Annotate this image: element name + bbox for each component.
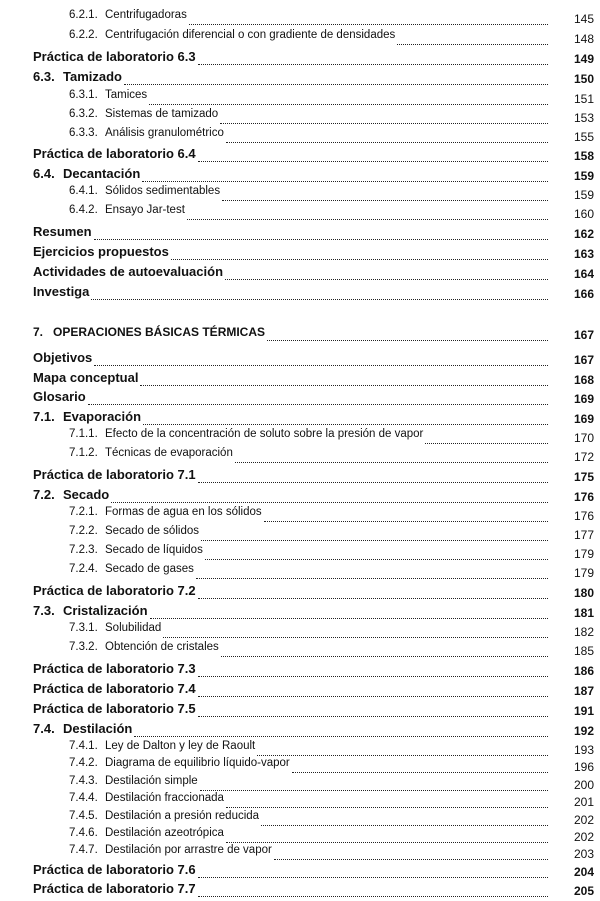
page-number: 148: [573, 32, 594, 46]
entry-title: Práctica de laboratorio 6.3: [33, 49, 196, 64]
entry-title: Práctica de laboratorio 6.4: [33, 146, 196, 161]
page-number: 151: [573, 92, 594, 106]
leader-dots: [91, 298, 548, 300]
page-number: 179: [573, 547, 594, 561]
entry-number: 7.4.7.: [69, 844, 98, 857]
entry-title: Solubilidad: [105, 622, 162, 634]
toc-entry: [0, 525, 600, 545]
entry-title: Secado de líquidos: [105, 544, 203, 556]
toc-entry: [0, 389, 600, 409]
toc-entry: [0, 721, 600, 741]
leader-dots: [187, 218, 548, 220]
toc-entry: [0, 69, 600, 89]
entry-number: 7.2.2.: [69, 525, 98, 537]
leader-dots: [196, 577, 548, 579]
toc-entry: [0, 9, 600, 29]
toc-entry: [0, 487, 600, 507]
entry-title: Actividades de autoevaluación: [33, 264, 224, 279]
page-number: 179: [573, 566, 594, 580]
leader-dots: [292, 771, 548, 773]
page-number: 159: [573, 188, 594, 202]
page-number: 162: [573, 227, 594, 241]
entry-title: Efecto de la concentración de soluto sobre la presión de vapor: [105, 428, 424, 440]
leader-dots: [198, 160, 548, 162]
toc-entry: [0, 49, 600, 69]
leader-dots: [198, 597, 548, 599]
toc-entry: [0, 701, 600, 721]
entry-number: 7.1.: [33, 409, 55, 424]
entry-title: Decantación: [63, 166, 141, 181]
leader-dots: [222, 199, 548, 201]
page-number: 167: [573, 353, 594, 367]
entry-number: 7.2.3.: [69, 544, 98, 556]
entry-title: Destilación: [63, 721, 133, 736]
toc-entry: [0, 29, 600, 49]
page-number: 160: [573, 207, 594, 221]
entry-number: 6.3.: [33, 69, 55, 84]
page-number: 145: [573, 12, 594, 26]
toc-entry: [0, 467, 600, 487]
page-number: 192: [573, 724, 594, 738]
leader-dots: [142, 180, 548, 182]
page-number: 164: [573, 267, 594, 281]
leader-dots: [261, 824, 548, 826]
page-number: 150: [573, 72, 594, 86]
entry-number: 7.4.5.: [69, 809, 98, 822]
entry-title: Resumen: [33, 224, 92, 239]
entry-title: Centrifugadoras: [105, 9, 187, 21]
page-number: 205: [573, 883, 594, 898]
leader-dots: [198, 715, 548, 717]
entry-title: Destilación fraccionada: [105, 792, 224, 805]
toc-entry: [0, 681, 600, 701]
entry-number: 6.4.2.: [69, 204, 98, 216]
entry-title: Diagrama de equilibrio líquido-vapor: [105, 757, 290, 770]
page-number: 204: [573, 864, 594, 879]
entry-number: 7.: [33, 325, 44, 339]
entry-title: Práctica de laboratorio 7.4: [33, 681, 196, 696]
leader-dots: [200, 789, 548, 791]
entry-title: Práctica de laboratorio 7.6: [33, 861, 196, 877]
entry-title: Ejercicios propuestos: [33, 244, 169, 259]
entry-title: OPERACIONES BÁSICAS TÉRMICAS: [53, 325, 266, 339]
entry-title: Secado de sólidos: [105, 525, 199, 537]
page-number: 201: [573, 795, 594, 810]
toc-entry: [0, 185, 600, 205]
page-number: 163: [573, 247, 594, 261]
page-number: 172: [573, 450, 594, 464]
entry-title: Práctica de laboratorio 7.7: [33, 880, 196, 896]
page-number: 153: [573, 111, 594, 125]
page-number: 191: [573, 704, 594, 718]
entry-title: Ensayo Jar-test: [105, 204, 185, 216]
page-number: 196: [573, 760, 594, 775]
toc-entry: [0, 661, 600, 681]
leader-dots: [226, 841, 548, 843]
entry-number: 7.2.1.: [69, 506, 98, 518]
toc-entry: [0, 428, 600, 448]
entry-title: Práctica de laboratorio 7.2: [33, 583, 196, 598]
entry-number: 7.4.3.: [69, 774, 98, 787]
toc-entry: [0, 284, 600, 304]
toc-entry: [0, 370, 600, 390]
toc-entry: [0, 862, 600, 882]
page-number: 177: [573, 528, 594, 542]
entry-number: 7.4.2.: [69, 757, 98, 770]
entry-title: Ley de Dalton y ley de Raoult: [105, 740, 256, 752]
leader-dots: [198, 695, 548, 697]
toc-entry: [0, 622, 600, 642]
entry-title: Destilación por arrastre de vapor: [105, 844, 272, 857]
toc-entry: [0, 544, 600, 564]
entry-title: Formas de agua en los sólidos: [105, 506, 262, 518]
page-number: 202: [573, 830, 594, 844]
entry-number: 7.4.1.: [69, 740, 98, 752]
entry-number: 7.1.2.: [69, 447, 98, 459]
entry-title: Cristalización: [63, 603, 148, 618]
entry-title: Destilación azeotrópica: [105, 827, 224, 839]
leader-dots: [267, 339, 548, 341]
toc-entry: [0, 264, 600, 284]
entry-number: 7.4.6.: [69, 827, 98, 839]
entry-number: 7.3.: [33, 603, 55, 618]
page-number: 149: [573, 52, 594, 66]
page-number: 187: [573, 684, 594, 698]
leader-dots: [94, 238, 548, 240]
leader-dots: [226, 806, 548, 808]
toc-entry: [0, 224, 600, 244]
entry-number: 7.2.: [33, 487, 55, 502]
page-number: 176: [573, 490, 594, 504]
leader-dots: [274, 858, 548, 860]
page-number: 200: [573, 777, 594, 792]
toc-entry: [0, 563, 600, 583]
entry-title: Secado de gases: [105, 563, 194, 575]
toc-entry: [0, 603, 600, 623]
entry-title: Destilación simple: [105, 774, 198, 787]
page-number: 182: [573, 625, 594, 639]
toc-entry: [0, 350, 600, 370]
entry-number: 7.1.1.: [69, 428, 98, 440]
entry-title: Secado: [63, 487, 110, 502]
leader-dots: [111, 501, 548, 503]
page-number: 158: [573, 149, 594, 163]
entry-title: Objetivos: [33, 350, 93, 365]
entry-title: Práctica de laboratorio 7.3: [33, 661, 196, 676]
toc-entry: [0, 108, 600, 128]
leader-dots: [134, 735, 548, 737]
page-number: 167: [573, 328, 594, 342]
leader-dots: [397, 43, 548, 45]
entry-title: Tamices: [105, 89, 148, 101]
entry-number: 6.4.: [33, 166, 55, 181]
toc-entry: [0, 146, 600, 166]
toc-entry: [0, 89, 600, 109]
toc-entry: [0, 409, 600, 429]
entry-number: 7.4.: [33, 721, 55, 736]
leader-dots: [198, 481, 548, 483]
entry-title: Práctica de laboratorio 7.1: [33, 467, 196, 482]
leader-dots: [140, 384, 548, 386]
toc-entry: [0, 506, 600, 526]
page-number: 181: [573, 606, 594, 620]
toc-entry: [0, 166, 600, 186]
entry-title: Práctica de laboratorio 7.5: [33, 701, 196, 716]
page-number: 180: [573, 586, 594, 600]
entry-title: Obtención de cristales: [105, 641, 219, 653]
entry-number: 7.3.1.: [69, 622, 98, 634]
page-number: 175: [573, 470, 594, 484]
entry-number: 7.4.4.: [69, 792, 98, 805]
leader-dots: [221, 655, 548, 657]
entry-title: Análisis granulométrico: [105, 127, 224, 139]
toc-entry: [0, 641, 600, 661]
leader-dots: [94, 364, 548, 366]
entry-number: 7.2.4.: [69, 563, 98, 575]
page-number: 159: [573, 169, 594, 183]
entry-title: Centrifugación diferencial o con gradiente de densidades: [105, 29, 396, 41]
entry-number: 6.4.1.: [69, 185, 98, 197]
leader-dots: [149, 103, 548, 105]
entry-title: Destilación a presión reducida: [105, 809, 260, 822]
entry-title: Mapa conceptual: [33, 370, 139, 385]
leader-dots: [189, 23, 548, 25]
leader-dots: [171, 258, 548, 260]
entry-number: 6.2.1.: [69, 9, 98, 21]
entry-title: Investiga: [33, 284, 90, 299]
chapter-heading: [0, 325, 600, 345]
entry-title: Tamizado: [63, 69, 122, 84]
entry-number: 6.2.2.: [69, 29, 98, 41]
leader-dots: [124, 83, 548, 85]
entry-title: Sistemas de tamizado: [105, 108, 219, 120]
leader-dots: [143, 423, 548, 425]
entry-title: Sólidos sedimentables: [105, 185, 221, 197]
toc-entry: [0, 447, 600, 467]
toc-entry: [0, 583, 600, 603]
leader-dots: [201, 539, 548, 541]
leader-dots: [225, 278, 548, 280]
entry-number: 7.3.2.: [69, 641, 98, 653]
page-number: 193: [573, 743, 594, 757]
toc-entry: [0, 244, 600, 264]
leader-dots: [150, 617, 548, 619]
page-number: 176: [573, 509, 594, 523]
leader-dots: [198, 675, 548, 677]
toc-entry: [0, 881, 600, 901]
page-number: 169: [573, 412, 594, 426]
leader-dots: [257, 754, 548, 756]
leader-dots: [425, 442, 548, 444]
leader-dots: [235, 461, 548, 463]
page-number: 155: [573, 130, 594, 144]
leader-dots: [88, 403, 548, 405]
page-number: 169: [573, 392, 594, 406]
toc-entry: [0, 204, 600, 224]
page-number: 170: [573, 431, 594, 445]
leader-dots: [220, 122, 548, 124]
entry-title: Técnicas de evaporación: [105, 447, 233, 459]
entry-number: 6.3.3.: [69, 127, 98, 139]
entry-number: 6.3.2.: [69, 108, 98, 120]
toc-entry: [0, 127, 600, 147]
page-number: 185: [573, 644, 594, 658]
leader-dots: [198, 63, 548, 65]
leader-dots: [205, 558, 548, 560]
entry-title: Glosario: [33, 389, 86, 404]
leader-dots: [226, 141, 548, 143]
entry-title: Evaporación: [63, 409, 142, 424]
page-number: 166: [573, 287, 594, 301]
page-number: 186: [573, 664, 594, 678]
leader-dots: [163, 636, 548, 638]
leader-dots: [198, 895, 548, 897]
page-number: 168: [573, 373, 594, 387]
page-number: 202: [573, 812, 594, 827]
entry-number: 6.3.1.: [69, 89, 98, 101]
page-number: 203: [573, 847, 594, 862]
leader-dots: [264, 520, 548, 522]
